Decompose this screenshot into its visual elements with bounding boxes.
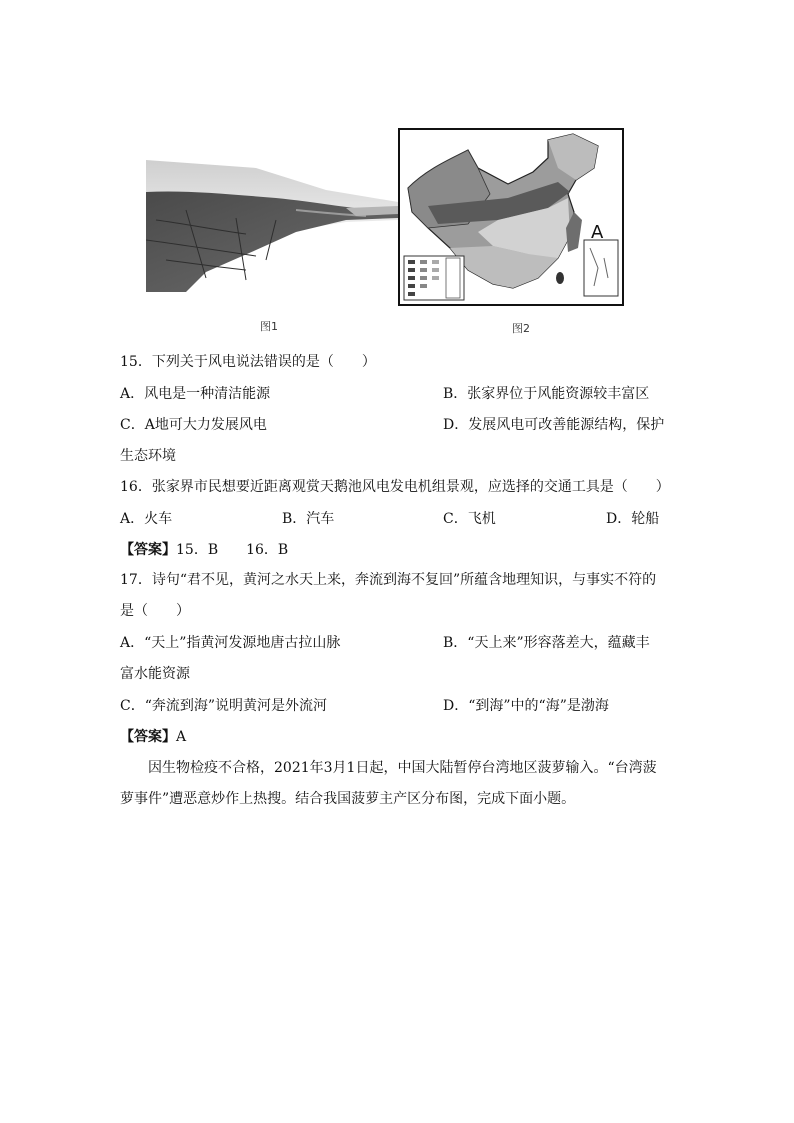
question-15-option-a: A．风电是一种清洁能源 [120, 386, 271, 402]
question-17-option-a: A．“天上”指黄河发源地唐古拉山脉 [120, 635, 341, 651]
map-label-a: A [591, 222, 604, 243]
passage-line-1: 因生物检疫不合格，2021年3月1日起，中国大陆暂停台湾地区菠萝输入。“台湾菠 [148, 760, 657, 776]
passage-line-2: 萝事件”遭恶意炒作上热搜。结合我国菠萝主产区分布图，完成下面小题。 [120, 791, 576, 807]
answer-15-16 [120, 540, 288, 560]
question-17-option-b: B．“天上来”形容落差大，蕴藏丰 [443, 635, 650, 651]
question-15-option-b: B．张家界位于风能资源较丰富区 [443, 386, 650, 402]
answer-label: 【答案】 [120, 542, 176, 558]
question-15-option-d-continued: 生态环境 [120, 448, 176, 464]
question-17-stem-line2: 是（ ） [120, 603, 190, 619]
question-17-option-d: D．“到海”中的“海”是渤海 [443, 698, 609, 714]
figure-1-landscape-photo [146, 160, 398, 292]
question-16-option-d: D．轮船 [606, 511, 660, 527]
figure-1-caption: 图1 [260, 320, 278, 333]
question-16-option-c: C．飞机 [443, 511, 496, 527]
question-17-option-b-continued: 富水能资源 [120, 666, 190, 682]
answer-text: A [176, 729, 187, 745]
figure-2-caption: 图2 [512, 322, 530, 335]
question-15-option-d: D．发展风电可改善能源结构，保护 [443, 417, 665, 433]
question-16-option-b: B．汽车 [282, 511, 335, 527]
question-16-stem: 16．张家界市民想要近距离观赏天鹅池风电发电机组景观，应选择的交通工具是（ ） [120, 479, 670, 495]
question-16-option-a: A．火车 [120, 511, 173, 527]
question-17-option-c: C．“奔流到海”说明黄河是外流河 [120, 698, 328, 714]
answer-text: 15．B 16．B [176, 542, 289, 558]
answer-17 [120, 727, 186, 747]
answer-label: 【答案】 [120, 729, 176, 745]
question-17-stem-line1: 17．诗句“君不见，黄河之水天上来，奔流到海不复回”所蕴含地理知识，与事实不符的 [120, 572, 657, 588]
question-15-option-c: C．A地可大力发展风电 [120, 417, 267, 433]
figure-2-china-map [398, 128, 624, 306]
question-15-stem: 15．下列关于风电说法错误的是（ ） [120, 354, 376, 370]
